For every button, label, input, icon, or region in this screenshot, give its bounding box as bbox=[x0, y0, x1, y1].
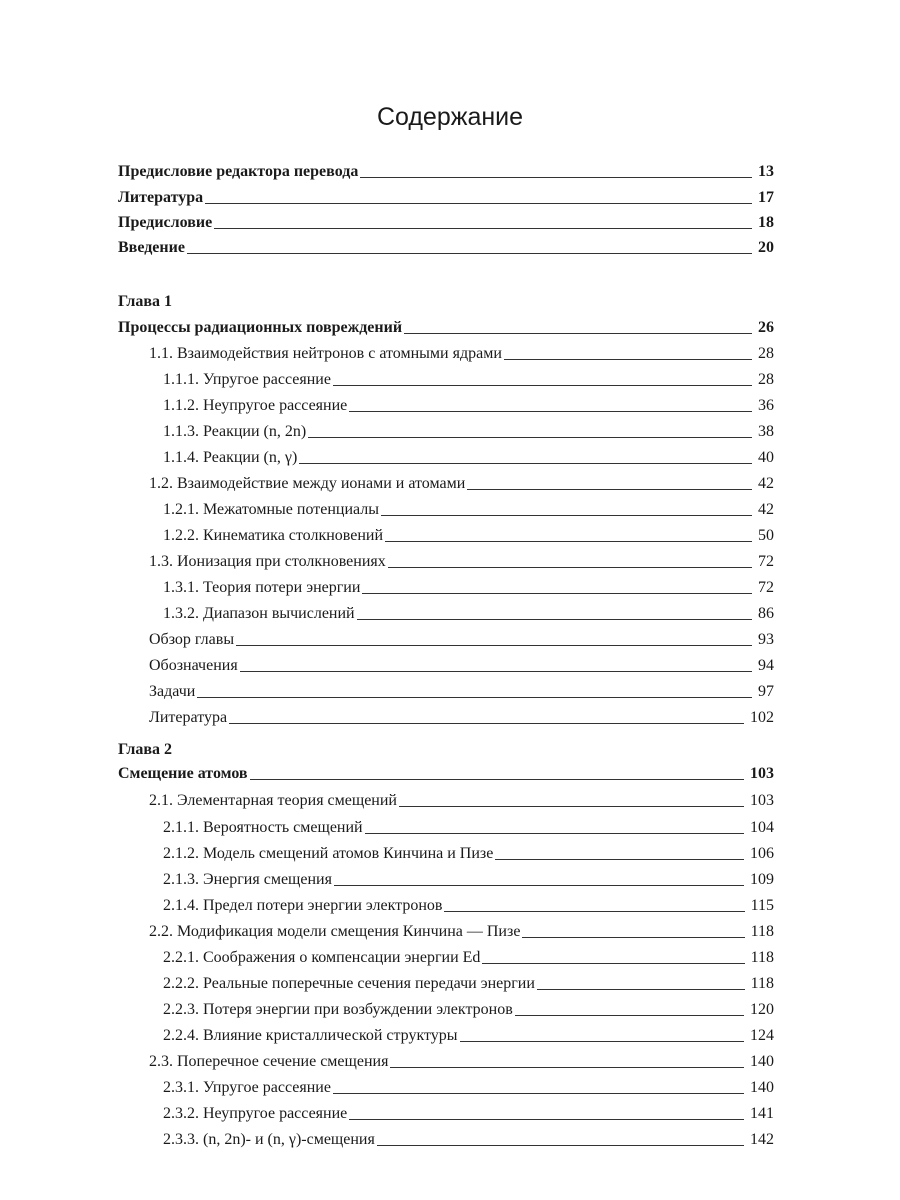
toc-entry-page: 93 bbox=[758, 631, 774, 648]
toc-entry bbox=[163, 840, 774, 864]
toc-entry bbox=[163, 366, 774, 390]
leader-line bbox=[365, 833, 744, 834]
toc-entry bbox=[149, 340, 774, 364]
toc-entry bbox=[118, 184, 774, 208]
leader-line bbox=[385, 541, 752, 542]
toc-entry bbox=[118, 209, 774, 233]
toc-entry-label: 1.1.2. Неупругое рассеяние bbox=[163, 397, 348, 414]
leader-line bbox=[495, 859, 744, 860]
toc-entry-page: 86 bbox=[758, 605, 774, 622]
toc-entry-label: 2.1.1. Вероятность смещений bbox=[163, 819, 363, 836]
toc-entry-label: Задачи bbox=[149, 683, 196, 700]
toc-entry bbox=[163, 1100, 774, 1124]
page-title: Содержание bbox=[376, 103, 524, 131]
toc-entry-page: 102 bbox=[750, 709, 774, 726]
toc-entry bbox=[163, 996, 774, 1020]
toc-entry bbox=[163, 892, 774, 916]
toc-entry-page: 72 bbox=[758, 553, 774, 570]
toc-entry-page: 97 bbox=[758, 683, 774, 700]
toc-entry bbox=[149, 787, 774, 811]
leader-line bbox=[349, 411, 752, 412]
toc-entry bbox=[149, 470, 774, 494]
leader-line bbox=[229, 723, 744, 724]
toc-entry bbox=[163, 1126, 774, 1150]
toc-entry bbox=[149, 704, 774, 728]
toc-entry bbox=[149, 678, 774, 702]
toc-entry bbox=[163, 418, 774, 442]
toc-entry-page: 140 bbox=[750, 1053, 774, 1070]
toc-entry-label: Процессы радиационных повреждений bbox=[118, 319, 403, 336]
toc-entry-page: 13 bbox=[758, 163, 774, 180]
toc-entry-label: 1.3.1. Теория потери энергии bbox=[163, 579, 361, 596]
toc-entry bbox=[163, 944, 774, 968]
leader-line bbox=[537, 989, 745, 990]
toc-entry-label: 1.3. Ионизация при столкновениях bbox=[149, 553, 386, 570]
toc-entry-label: Литература bbox=[118, 189, 204, 206]
toc-entry-label: Литература bbox=[149, 709, 228, 726]
toc-entry bbox=[149, 652, 774, 676]
toc-entry-label: Введение bbox=[118, 239, 185, 256]
toc-entry-page: 142 bbox=[750, 1131, 774, 1148]
toc-entry-label: 2.3.3. (n, 2n)- и (n, γ)-смещения bbox=[163, 1131, 375, 1148]
toc-entry bbox=[163, 444, 774, 468]
toc-entry bbox=[163, 600, 774, 624]
leader-line bbox=[515, 1015, 744, 1016]
leader-line bbox=[390, 1067, 744, 1068]
leader-line bbox=[362, 593, 752, 594]
chapter-title-entry bbox=[118, 314, 774, 338]
chapter-title-entry bbox=[118, 760, 774, 784]
toc-entry-page: 109 bbox=[750, 871, 774, 888]
leader-line bbox=[308, 437, 752, 438]
toc-entry-page: 72 bbox=[758, 579, 774, 596]
toc-entry bbox=[163, 1074, 774, 1098]
toc-entry bbox=[163, 866, 774, 890]
toc-entry-page: 118 bbox=[750, 949, 774, 966]
leader-line bbox=[522, 937, 744, 938]
toc-entry bbox=[118, 234, 774, 258]
toc-entry bbox=[163, 496, 774, 520]
leader-line bbox=[388, 567, 752, 568]
toc-entry-label: Предисловие редактора перевода bbox=[118, 163, 359, 180]
chapter-heading: Глава 2 bbox=[118, 741, 172, 758]
toc-entry-page: 94 bbox=[758, 657, 774, 674]
toc-entry-page: 42 bbox=[758, 475, 774, 492]
toc-entry-label: 2.1.2. Модель смещений атомов Кинчина и Пизе bbox=[163, 845, 494, 862]
toc-entry-page: 28 bbox=[758, 345, 774, 362]
toc-entry-page: 141 bbox=[750, 1105, 774, 1122]
leader-line bbox=[334, 885, 744, 886]
leader-line bbox=[377, 1145, 744, 1146]
toc-entry-label: 1.1.4. Реакции (n, γ) bbox=[163, 449, 298, 466]
leader-line bbox=[187, 253, 752, 254]
toc-entry-label: 2.3.1. Упругое рассеяние bbox=[163, 1079, 331, 1096]
leader-line bbox=[250, 779, 744, 780]
toc-entry bbox=[163, 522, 774, 546]
toc-entry-page: 17 bbox=[758, 189, 774, 206]
toc-entry-page: 103 bbox=[750, 765, 774, 782]
toc-entry-page: 40 bbox=[758, 449, 774, 466]
leader-line bbox=[504, 359, 752, 360]
toc-entry-page: 38 bbox=[758, 423, 774, 440]
toc-entry-label: 2.3.2. Неупругое рассеяние bbox=[163, 1105, 348, 1122]
toc-entry-page: 42 bbox=[758, 501, 774, 518]
toc-entry-page: 50 bbox=[758, 527, 774, 544]
chapter-heading: Глава 1 bbox=[118, 293, 172, 310]
leader-line bbox=[357, 619, 752, 620]
toc-entry-page: 120 bbox=[750, 1001, 774, 1018]
leader-line bbox=[240, 671, 752, 672]
toc-entry-label: 2.1.3. Энергия смещения bbox=[163, 871, 332, 888]
toc-entry-label: 2.2.4. Влияние кристаллической структуры bbox=[163, 1027, 458, 1044]
leader-line bbox=[467, 489, 752, 490]
toc-entry-label: 1.2.2. Кинематика столкновений bbox=[163, 527, 384, 544]
toc-entry-label: 1.2.1. Межатомные потенциалы bbox=[163, 501, 379, 518]
leader-line bbox=[333, 385, 752, 386]
toc-entry-page: 140 bbox=[750, 1079, 774, 1096]
toc-entry-page: 26 bbox=[758, 319, 774, 336]
toc-entry-label: 1.3.2. Диапазон вычислений bbox=[163, 605, 355, 622]
toc-entry bbox=[163, 1022, 774, 1046]
toc-entry-page: 124 bbox=[750, 1027, 774, 1044]
leader-line bbox=[460, 1041, 744, 1042]
toc-entry bbox=[163, 392, 774, 416]
toc-entry-label: Обозначения bbox=[149, 657, 238, 674]
toc-entry-label: 2.1. Элементарная теория смещений bbox=[149, 792, 397, 809]
toc-entry-page: 36 bbox=[758, 397, 774, 414]
toc-entry-page: 103 bbox=[750, 792, 774, 809]
toc-entry-label: 1.1.3. Реакции (n, 2n) bbox=[163, 423, 307, 440]
toc-entry-label: Обзор главы bbox=[149, 631, 235, 648]
toc-entry-label: 2.2. Модификация модели смещения Кинчина — Пизе bbox=[149, 923, 521, 940]
toc-entry-label: 1.1.1. Упругое рассеяние bbox=[163, 371, 331, 388]
leader-line bbox=[381, 515, 752, 516]
toc-entry-page: 115 bbox=[750, 897, 774, 914]
leader-line bbox=[197, 697, 752, 698]
leader-line bbox=[482, 963, 744, 964]
toc-entry bbox=[149, 626, 774, 650]
leader-line bbox=[349, 1119, 744, 1120]
toc-entry-page: 118 bbox=[750, 923, 774, 940]
toc-entry-label: Смещение атомов bbox=[118, 765, 248, 782]
leader-line bbox=[205, 203, 752, 204]
leader-line bbox=[236, 645, 752, 646]
toc-entry-label: 1.1. Взаимодействия нейтронов с атомными ядрами bbox=[149, 345, 502, 362]
toc-entry-page: 28 bbox=[758, 371, 774, 388]
leader-line bbox=[404, 333, 752, 334]
toc-entry-label: 2.2.3. Потеря энергии при возбуждении электронов bbox=[163, 1001, 513, 1018]
toc-entry bbox=[149, 548, 774, 572]
leader-line bbox=[399, 806, 744, 807]
toc-entry-page: 20 bbox=[758, 239, 774, 256]
toc-entry-label: 2.2.2. Реальные поперечные сечения передачи энергии bbox=[163, 975, 535, 992]
leader-line bbox=[214, 228, 752, 229]
toc-entry-label: 2.1.4. Предел потери энергии электронов bbox=[163, 897, 443, 914]
toc-entry-page: 106 bbox=[750, 845, 774, 862]
toc-entry-page: 104 bbox=[750, 819, 774, 836]
toc-entry bbox=[163, 574, 774, 598]
leader-line bbox=[333, 1093, 744, 1094]
toc-entry-label: 1.2. Взаимодействие между ионами и атомами bbox=[149, 475, 466, 492]
toc-entry bbox=[163, 970, 774, 994]
toc-entry-page: 18 bbox=[758, 214, 774, 231]
leader-line bbox=[444, 911, 744, 912]
toc-entry bbox=[163, 814, 774, 838]
leader-line bbox=[360, 177, 752, 178]
toc-entry-label: 2.2.1. Соображения о компенсации энергии Ed bbox=[163, 949, 481, 966]
toc-entry bbox=[149, 1048, 774, 1072]
toc-entry-label: 2.3. Поперечное сечение смещения bbox=[149, 1053, 389, 1070]
toc-entry-page: 118 bbox=[750, 975, 774, 992]
toc-entry bbox=[118, 158, 774, 182]
toc-entry-label: Предисловие bbox=[118, 214, 213, 231]
toc-entry bbox=[149, 918, 774, 942]
leader-line bbox=[299, 463, 752, 464]
